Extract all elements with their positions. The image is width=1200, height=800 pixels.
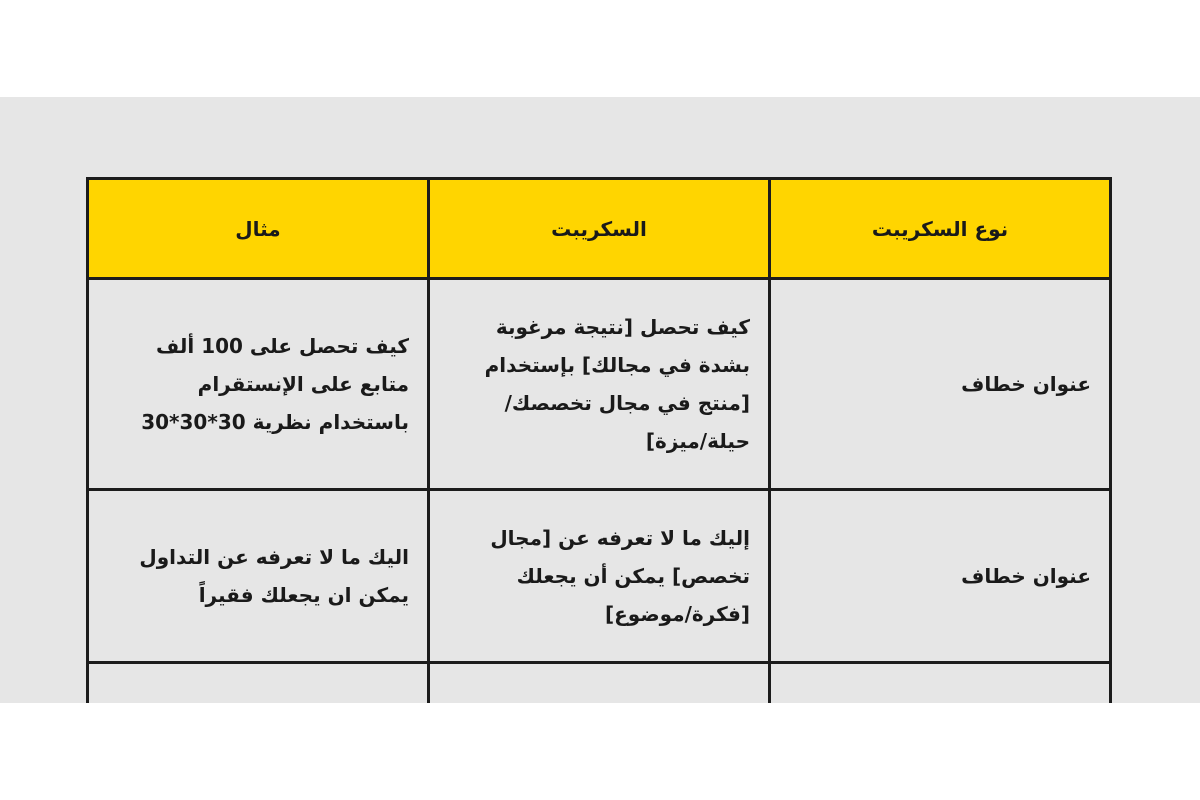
table-header-row bbox=[88, 179, 1111, 279]
cell-script-type: عنوان خطاف bbox=[770, 490, 1111, 663]
header-script: السكريبت bbox=[429, 179, 770, 279]
cell-script: كيف تحصل [نتيجة مرغوبة بشدة في مجالك] بإستخدام [منتج في مجال تخصصك/ حيلة/ميزة] bbox=[429, 279, 770, 490]
table-row bbox=[88, 490, 1111, 663]
cell-script: إليك ما لا تعرفه عن [مجال تخصص] يمكن أن يجعلك [فكرة/موضوع] bbox=[429, 490, 770, 663]
cell-empty bbox=[770, 663, 1111, 704]
content-panel bbox=[0, 97, 1200, 703]
cell-example: اليك ما لا تعرفه عن التداول يمكن ان يجعلك فقيراً bbox=[88, 490, 429, 663]
cell-empty bbox=[88, 663, 429, 704]
table-row-empty bbox=[88, 663, 1111, 704]
table-row bbox=[88, 279, 1111, 490]
cell-script-type: عنوان خطاف bbox=[770, 279, 1111, 490]
header-script-type: نوع السكريبت bbox=[770, 179, 1111, 279]
script-table bbox=[86, 177, 1112, 703]
cell-empty bbox=[429, 663, 770, 704]
header-example: مثال bbox=[88, 179, 429, 279]
cell-example: كيف تحصل على 100 ألف متابع على الإنستقرام باستخدام نظرية 30*30*30 bbox=[88, 279, 429, 490]
